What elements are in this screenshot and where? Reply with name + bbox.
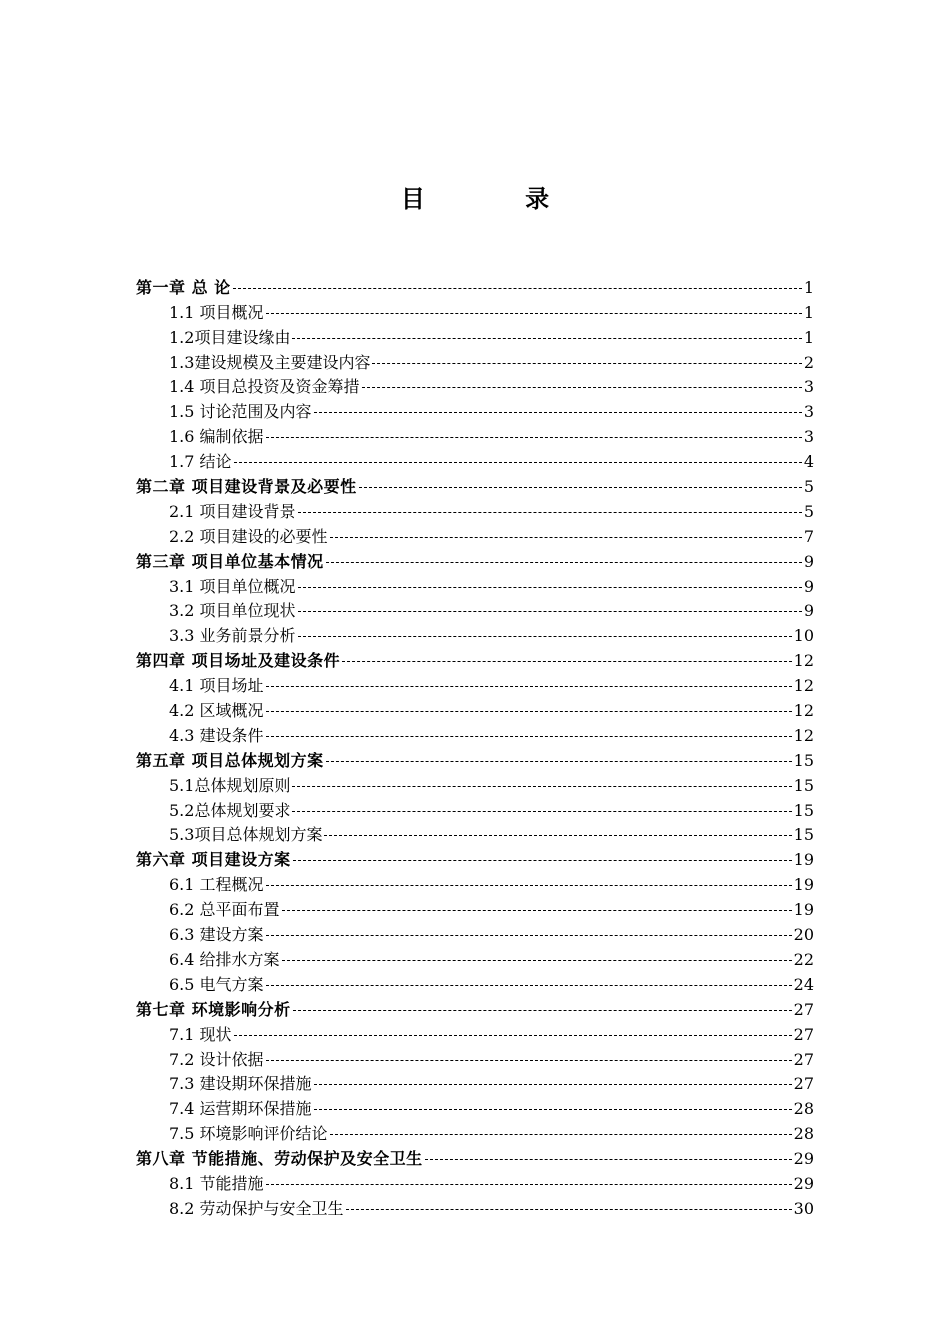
toc-section-entry[interactable]	[136, 721, 814, 746]
toc-entry-label: 第五章 项目总体规划方案	[136, 750, 324, 770]
toc-section-entry[interactable]	[136, 323, 814, 348]
toc-page-number: 19	[793, 850, 814, 870]
toc-page-number: 5	[803, 477, 814, 497]
toc-entry-label: 5.2总体规划要求	[169, 800, 291, 820]
toc-dot-leader	[298, 587, 802, 588]
toc-section-entry[interactable]	[136, 895, 814, 920]
toc-entry-label: 1.6 编制依据	[169, 427, 264, 447]
toc-page-number: 3	[803, 427, 814, 447]
toc-dot-leader	[282, 910, 792, 911]
toc-page-number: 27	[793, 999, 814, 1019]
toc-dot-leader	[372, 363, 801, 364]
toc-entry-label: 7.2 设计依据	[169, 1049, 264, 1069]
toc-entry-label: 第八章 节能措施、劳动保护及安全卫生	[136, 1149, 423, 1169]
toc-chapter-entry[interactable]	[136, 646, 814, 671]
toc-entry-label: 3.2 项目单位现状	[169, 601, 296, 621]
toc-dot-leader	[298, 636, 792, 637]
toc-page-number: 15	[793, 825, 814, 845]
toc-entry-label: 第四章 项目场址及建设条件	[136, 651, 341, 671]
toc-chapter-entry[interactable]	[136, 472, 814, 497]
toc-dot-leader	[293, 860, 792, 861]
toc-page-number: 4	[803, 452, 814, 472]
toc-page-number: 2	[803, 352, 814, 372]
toc-page-number: 29	[793, 1173, 814, 1193]
toc-dot-leader	[233, 288, 802, 289]
toc-section-entry[interactable]	[136, 771, 814, 796]
toc-page-number: 19	[793, 900, 814, 920]
toc-section-entry[interactable]	[136, 1045, 814, 1070]
toc-section-entry[interactable]	[136, 348, 814, 373]
toc-section-entry[interactable]	[136, 870, 814, 895]
toc-dot-leader	[266, 437, 802, 438]
toc-section-entry[interactable]	[136, 970, 814, 995]
toc-dot-leader	[234, 1035, 792, 1036]
toc-dot-leader	[359, 487, 802, 488]
toc-page-number: 1	[803, 327, 814, 347]
toc-section-entry[interactable]	[136, 1070, 814, 1095]
toc-dot-leader	[266, 1060, 792, 1061]
toc-section-entry[interactable]	[136, 447, 814, 472]
toc-page-number: 28	[793, 1124, 814, 1144]
toc-title: 目 录	[400, 185, 596, 213]
toc-entry-label: 7.5 环境影响评价结论	[169, 1124, 328, 1144]
toc-dot-leader	[266, 736, 792, 737]
toc-dot-leader	[314, 1084, 792, 1085]
toc-entry-label: 1.7 结论	[169, 452, 232, 472]
toc-section-entry[interactable]	[136, 821, 814, 846]
toc-section-entry[interactable]	[136, 1094, 814, 1119]
toc-entry-label: 6.1 工程概况	[169, 875, 264, 895]
toc-page-number: 5	[803, 501, 814, 521]
toc-dot-leader	[314, 412, 802, 413]
toc-entry-label: 4.1 项目场址	[169, 676, 264, 696]
toc-section-entry[interactable]	[136, 1169, 814, 1194]
toc-entry-label: 5.3项目总体规划方案	[169, 825, 323, 845]
toc-entry-label: 8.1 节能措施	[169, 1173, 264, 1193]
toc-section-entry[interactable]	[136, 920, 814, 945]
toc-entry-label: 第六章 项目建设方案	[136, 850, 291, 870]
toc-entry-label: 6.2 总平面布置	[169, 900, 280, 920]
toc-chapter-entry[interactable]	[136, 547, 814, 572]
toc-dot-leader	[266, 313, 802, 314]
toc-page-number: 27	[793, 1074, 814, 1094]
toc-section-entry[interactable]	[136, 1119, 814, 1144]
toc-dot-leader	[362, 387, 802, 388]
toc-page-number: 7	[803, 526, 814, 546]
toc-page-number: 10	[793, 626, 814, 646]
toc-section-entry[interactable]	[136, 671, 814, 696]
toc-section-entry[interactable]	[136, 397, 814, 422]
toc-page-number: 22	[793, 949, 814, 969]
toc-entry-label: 6.3 建设方案	[169, 925, 264, 945]
toc-page-number: 12	[793, 676, 814, 696]
toc-dot-leader	[292, 811, 791, 812]
toc-entry-label: 5.1总体规划原则	[169, 775, 291, 795]
toc-chapter-entry[interactable]	[136, 1144, 814, 1169]
toc-page-number: 12	[793, 701, 814, 721]
toc-entry-label: 第七章 环境影响分析	[136, 999, 291, 1019]
toc-page-number: 15	[793, 750, 814, 770]
toc-entry-label: 3.3 业务前景分析	[169, 626, 296, 646]
toc-section-entry[interactable]	[136, 422, 814, 447]
toc-page-number: 9	[803, 576, 814, 596]
toc-entry-label: 6.4 给排水方案	[169, 949, 280, 969]
toc-dot-leader	[266, 985, 792, 986]
toc-dot-leader	[314, 1109, 792, 1110]
toc-entry-label: 第一章 总 论	[136, 277, 231, 297]
toc-section-entry[interactable]	[136, 621, 814, 646]
toc-page-number: 15	[793, 775, 814, 795]
toc-section-entry[interactable]	[136, 1194, 814, 1219]
toc-dot-leader	[234, 462, 802, 463]
toc-section-entry[interactable]	[136, 796, 814, 821]
toc-page-number: 9	[803, 601, 814, 621]
toc-dot-leader	[425, 1159, 792, 1160]
toc-dot-leader	[326, 761, 792, 762]
toc-page-number: 1	[803, 277, 814, 297]
toc-entry-label: 2.1 项目建设背景	[169, 501, 296, 521]
toc-page-number: 27	[793, 1024, 814, 1044]
toc-page-number: 15	[793, 800, 814, 820]
toc-chapter-entry[interactable]	[136, 746, 814, 771]
toc-section-entry[interactable]	[136, 597, 814, 622]
toc-page-number: 29	[793, 1149, 814, 1169]
toc-dot-leader	[266, 885, 792, 886]
toc-chapter-entry[interactable]	[136, 845, 814, 870]
toc-entry-label: 4.3 建设条件	[169, 725, 264, 745]
toc-dot-leader	[324, 835, 791, 836]
toc-entry-label: 1.4 项目总投资及资金筹措	[169, 377, 360, 397]
toc-dot-leader	[266, 1184, 792, 1185]
table-of-contents	[136, 273, 814, 1219]
toc-dot-leader	[330, 1134, 792, 1135]
toc-page-number: 28	[793, 1099, 814, 1119]
toc-dot-leader	[326, 562, 802, 563]
toc-section-entry[interactable]	[136, 497, 814, 522]
toc-dot-leader	[282, 960, 792, 961]
toc-dot-leader	[292, 338, 801, 339]
toc-dot-leader	[346, 1209, 792, 1210]
toc-section-entry[interactable]	[136, 298, 814, 323]
toc-entry-label: 7.1 现状	[169, 1024, 232, 1044]
toc-entry-label: 7.4 运营期环保措施	[169, 1099, 312, 1119]
toc-section-entry[interactable]	[136, 696, 814, 721]
toc-section-entry[interactable]	[136, 1020, 814, 1045]
toc-page-number: 20	[793, 925, 814, 945]
toc-dot-leader	[266, 935, 792, 936]
toc-section-entry[interactable]	[136, 522, 814, 547]
toc-entry-label: 8.2 劳动保护与安全卫生	[169, 1198, 344, 1218]
toc-section-entry[interactable]	[136, 945, 814, 970]
toc-page-number: 3	[803, 377, 814, 397]
toc-page-number: 19	[793, 875, 814, 895]
toc-entry-label: 1.5 讨论范围及内容	[169, 402, 312, 422]
toc-entry-label: 1.2项目建设缘由	[169, 327, 291, 347]
toc-page-number: 1	[803, 302, 814, 322]
toc-page-number: 3	[803, 402, 814, 422]
toc-dot-leader	[298, 611, 802, 612]
toc-entry-label: 1.1 项目概况	[169, 302, 264, 322]
toc-page-number: 24	[793, 974, 814, 994]
toc-dot-leader	[298, 512, 802, 513]
toc-entry-label: 4.2 区域概况	[169, 701, 264, 721]
toc-page-number: 9	[803, 551, 814, 571]
toc-dot-leader	[266, 686, 792, 687]
toc-page-number: 12	[793, 725, 814, 745]
toc-entry-label: 第二章 项目建设背景及必要性	[136, 477, 357, 497]
toc-entry-label: 第三章 项目单位基本情况	[136, 551, 324, 571]
toc-section-entry[interactable]	[136, 572, 814, 597]
toc-dot-leader	[293, 1010, 792, 1011]
toc-chapter-entry[interactable]	[136, 273, 814, 298]
toc-page-number: 12	[793, 651, 814, 671]
toc-entry-label: 2.2 项目建设的必要性	[169, 526, 328, 546]
toc-entry-label: 3.1 项目单位概况	[169, 576, 296, 596]
toc-entry-label: 1.3建设规模及主要建设内容	[169, 352, 371, 372]
toc-dot-leader	[266, 711, 792, 712]
toc-entry-label: 6.5 电气方案	[169, 974, 264, 994]
toc-page-number: 27	[793, 1049, 814, 1069]
toc-dot-leader	[342, 661, 792, 662]
toc-section-entry[interactable]	[136, 373, 814, 398]
toc-entry-label: 7.3 建设期环保措施	[169, 1074, 312, 1094]
toc-dot-leader	[292, 786, 791, 787]
toc-dot-leader	[330, 537, 802, 538]
toc-page-number: 30	[793, 1198, 814, 1218]
toc-chapter-entry[interactable]	[136, 995, 814, 1020]
